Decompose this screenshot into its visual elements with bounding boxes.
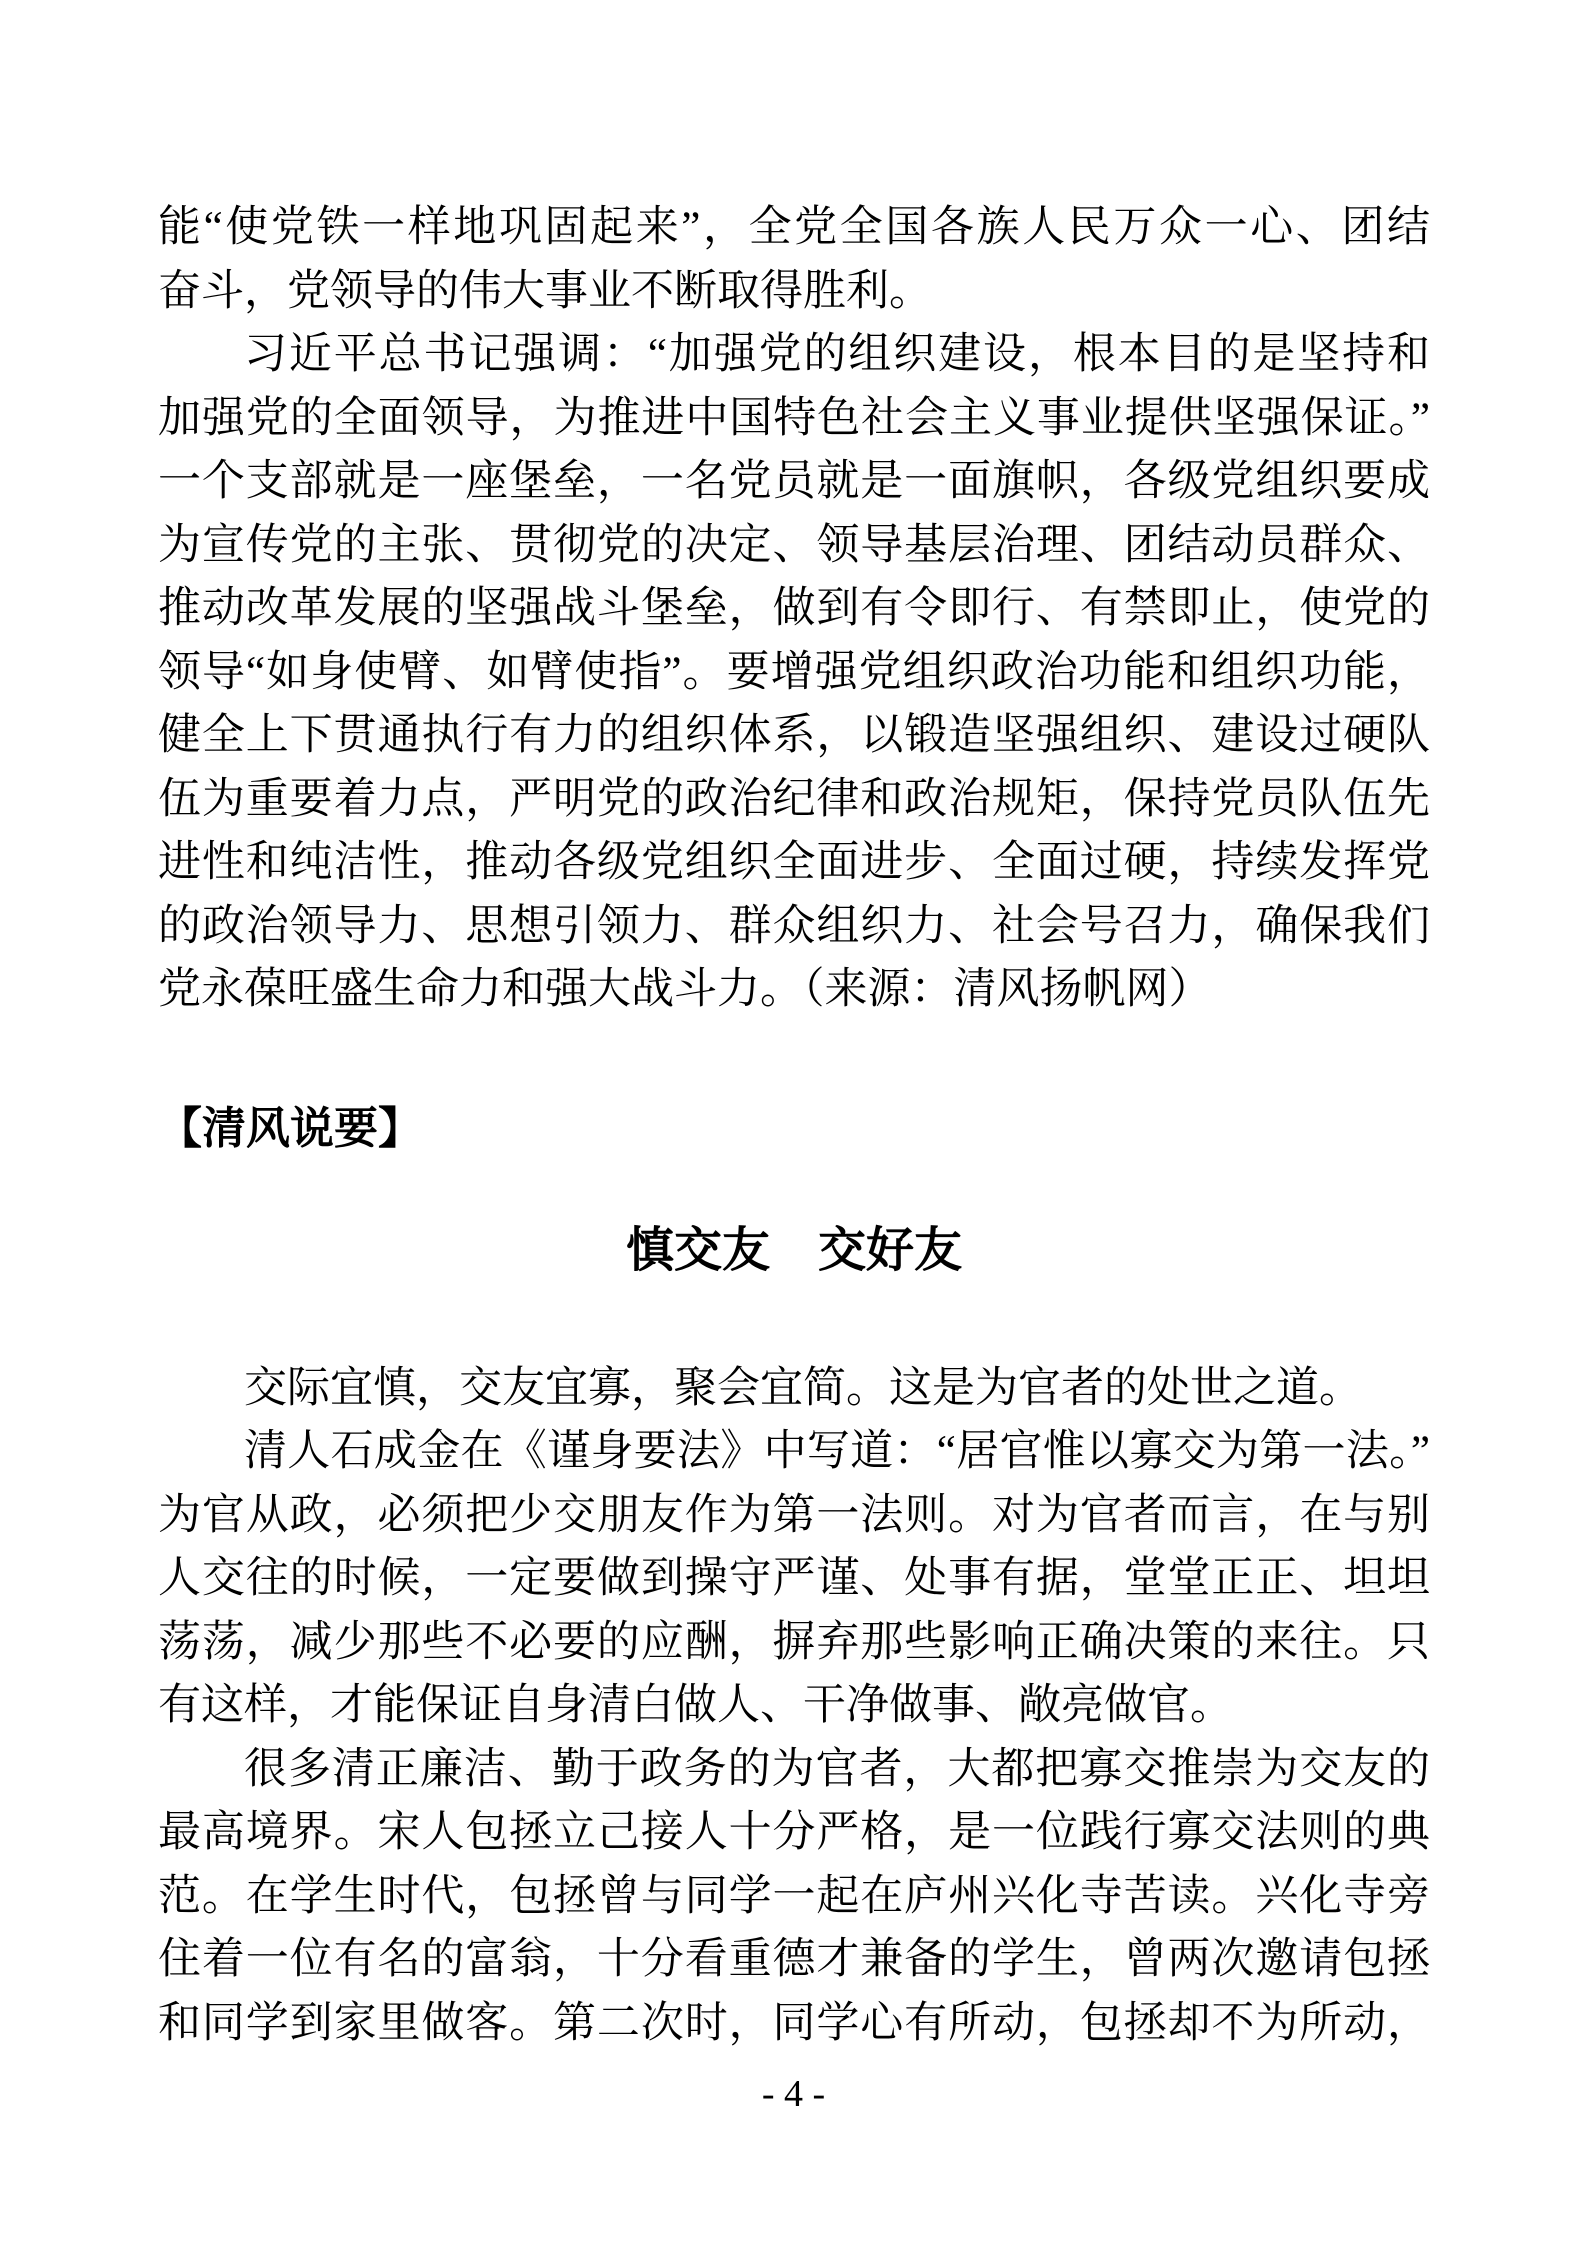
text-line: 为官从政，必须把少交朋友作为第一法则。对为官者而言，在与别 <box>158 1491 1430 1539</box>
text-line: 的政治领导力、思想引领力、群众组织力、社会号召力，确保我们 <box>158 902 1430 950</box>
paragraph-3 <box>158 1357 1430 1421</box>
text-line: 加强党的全面领导，为推进中国特色社会主义事业提供坚强保证。” <box>158 394 1430 442</box>
page-content <box>158 0 1430 2055</box>
text-line: 健全上下贯通执行有力的组织体系，以锻造坚强组织、建设过硬队 <box>158 712 1430 759</box>
paragraph-1 <box>158 196 1430 323</box>
paragraph-2 <box>158 323 1430 1022</box>
text-line: 进性和纯洁性，推动各级党组织全面进步、全面过硬，持续发挥党 <box>158 839 1430 886</box>
text-line: 一个支部就是一座堡垒，一名党员就是一面旗帜，各级党组织要成 <box>158 458 1430 505</box>
text-line: 【清风说要】 <box>158 1103 422 1153</box>
text-line: 领导“如身使臂、如臂使指”。要增强党组织政治功能和组织功能， <box>158 648 1430 696</box>
text-line: 为宣传党的主张、贯彻党的决定、领导基层治理、团结动员群众、 <box>158 521 1430 569</box>
paragraph-5 <box>158 1738 1430 2056</box>
text-line: 推动改革发展的坚强战斗堡垒，做到有令即行、有禁即止，使党的 <box>158 585 1430 632</box>
text-line: 范。在学生时代，包拯曾与同学一起在庐州兴化寺苦读。兴化寺旁 <box>158 1872 1430 1920</box>
text-line: 和同学到家里做客。第二次时，同学心有所动，包拯却不为所动， <box>158 1999 1430 2047</box>
text-line: 有这样，才能保证自身清白做人、干净做事、敞亮做官。 <box>158 1682 1233 1729</box>
page-number: - 4 - <box>761 2073 826 2115</box>
text-line: 奋斗，党领导的伟大事业不断取得胜利。 <box>158 267 932 315</box>
text-line: 交际宜慎，交友宜寡，聚会宜简。这是为官者的处世之道。 <box>244 1364 1362 1412</box>
text-line: 住着一位有名的富翁，十分看重德才兼备的学生，曾两次邀请包拯 <box>158 1936 1430 1983</box>
text-line: 荡荡，减少那些不必要的应酬，摒弃那些影响正确决策的来往。只 <box>158 1618 1430 1666</box>
text-line: 党永葆旺盛生命力和强大战斗力。（来源：清风扬帆网） <box>158 966 1212 1013</box>
paragraph-4 <box>158 1420 1430 1738</box>
text-line: 伍为重要着力点，严明党的政治纪律和政治规矩，保持党员队伍先 <box>158 775 1430 823</box>
text-line: 慎交友 交好友 <box>625 1223 962 1277</box>
section-header <box>158 1097 1430 1161</box>
text-line: 清人石成金在《谨身要法》中写道：“居官惟以寡交为第一法。” <box>244 1428 1430 1475</box>
page-footer <box>0 2072 1587 2116</box>
article-title <box>158 1219 1430 1283</box>
text-line: 很多清正廉洁、勤于政务的为官者，大都把寡交推崇为交友的 <box>244 1745 1430 1793</box>
text-line: 能“使党铁一样地巩固起来”，全党全国各族人民万众一心、团结 <box>158 204 1430 251</box>
text-line: 人交往的时候，一定要做到操守严谨、处事有据，堂堂正正、坦坦 <box>158 1555 1430 1602</box>
text-line: 习近平总书记强调：“加强党的组织建设，根本目的是坚持和 <box>244 331 1430 378</box>
text-line: 最高境界。宋人包拯立己接人十分严格，是一位践行寡交法则的典 <box>158 1809 1430 1856</box>
